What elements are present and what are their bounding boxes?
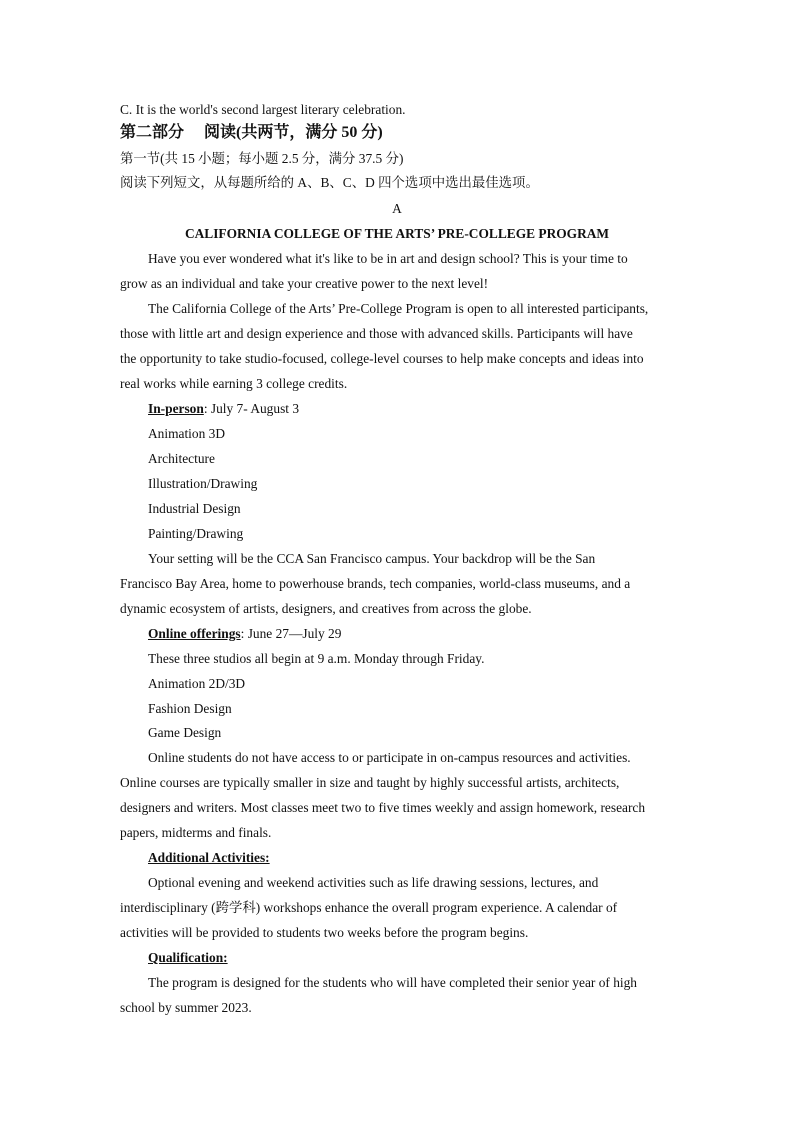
program-desc-line: real works while earning 3 college credits.: [120, 376, 348, 391]
additional-desc-line: activities will be provided to students two weeks before the program begins.: [120, 925, 529, 940]
qualification-label: Qualification:: [148, 950, 228, 965]
intro-line: grow as an individual and take your creative power to the next level!: [120, 276, 489, 291]
in-person-label: In-person: [148, 401, 204, 416]
online-desc-line: papers, midterms and finals.: [120, 825, 272, 840]
course-item: Fashion Design: [148, 701, 232, 716]
course-item: Painting/Drawing: [148, 526, 244, 541]
additional-desc-line: Optional evening and weekend activities such as life drawing sessions, lectures, and: [148, 875, 599, 890]
program-desc-line: the opportunity to take studio-focused, college-level courses to help make concepts and ideas into: [120, 351, 644, 366]
online-desc-line: designers and writers. Most classes meet two to five times weekly and assign homework, research: [120, 800, 646, 815]
in-person-dates: : July 7- August 3: [203, 401, 300, 416]
online-dates: : June 27—July 29: [240, 626, 342, 641]
course-item: Illustration/Drawing: [148, 476, 258, 491]
online-desc-line: Online students do not have access to or participate in on-campus resources and activities.: [148, 750, 631, 765]
passage-title: CALIFORNIA COLLEGE OF THE ARTS’ PRE-COLLEGE PROGRAM: [184, 226, 610, 241]
additional-label: Additional Activities:: [148, 850, 270, 865]
setting-line: dynamic ecosystem of artists, designers, and creatives from across the globe.: [120, 601, 532, 616]
instructions: 阅读下列短文，从每题所给的 A、B、C、D 四个选项中选出最佳选项。: [120, 175, 539, 190]
online-label: Online offerings: [148, 626, 241, 641]
online-desc-line: Online courses are typically smaller in size and taught by highly successful artists, architects,: [120, 775, 620, 790]
setting-line: Your setting will be the CCA San Francisco campus. Your backdrop will be the San: [148, 551, 596, 566]
qualification-desc-line: school by summer 2023.: [120, 1000, 252, 1015]
setting-line: Francisco Bay Area, home to powerhouse brands, tech companies, world-class museums, and a: [120, 576, 631, 591]
section-heading: 第二部分 阅读(共两节，满分 50 分): [120, 124, 383, 141]
online-heading: [148, 625, 708, 643]
program-desc-line: The California College of the Arts’ Pre-College Program is open to all interested participants,: [148, 301, 649, 316]
qualification-desc-line: The program is designed for the students who will have completed their senior year of high: [148, 975, 638, 990]
online-note: These three studios all begin at 9 a.m. Monday through Friday.: [148, 651, 485, 666]
course-item: Architecture: [148, 451, 215, 466]
course-item: Game Design: [148, 725, 222, 740]
passage-label: A: [392, 201, 402, 216]
course-item: Animation 2D/3D: [148, 676, 246, 691]
qualification-heading: [148, 949, 708, 967]
intro-line: Have you ever wondered what it's like to be in art and design school? This is your time to: [148, 251, 628, 266]
in-person-heading: [148, 400, 708, 418]
course-item: Animation 3D: [148, 426, 225, 441]
additional-desc-line: interdisciplinary (跨学科) workshops enhance the overall program experience. A calendar of: [120, 900, 618, 915]
subsection-heading: 第一节(共 15 小题；每小题 2.5 分，满分 37.5 分): [120, 151, 404, 166]
program-desc-line: those with little art and design experience and those with advanced skills. Participants will have: [120, 326, 633, 341]
additional-heading: [148, 849, 708, 867]
option-c: C. It is the world's second largest literary celebration.: [120, 102, 406, 117]
course-item: Industrial Design: [148, 501, 241, 516]
